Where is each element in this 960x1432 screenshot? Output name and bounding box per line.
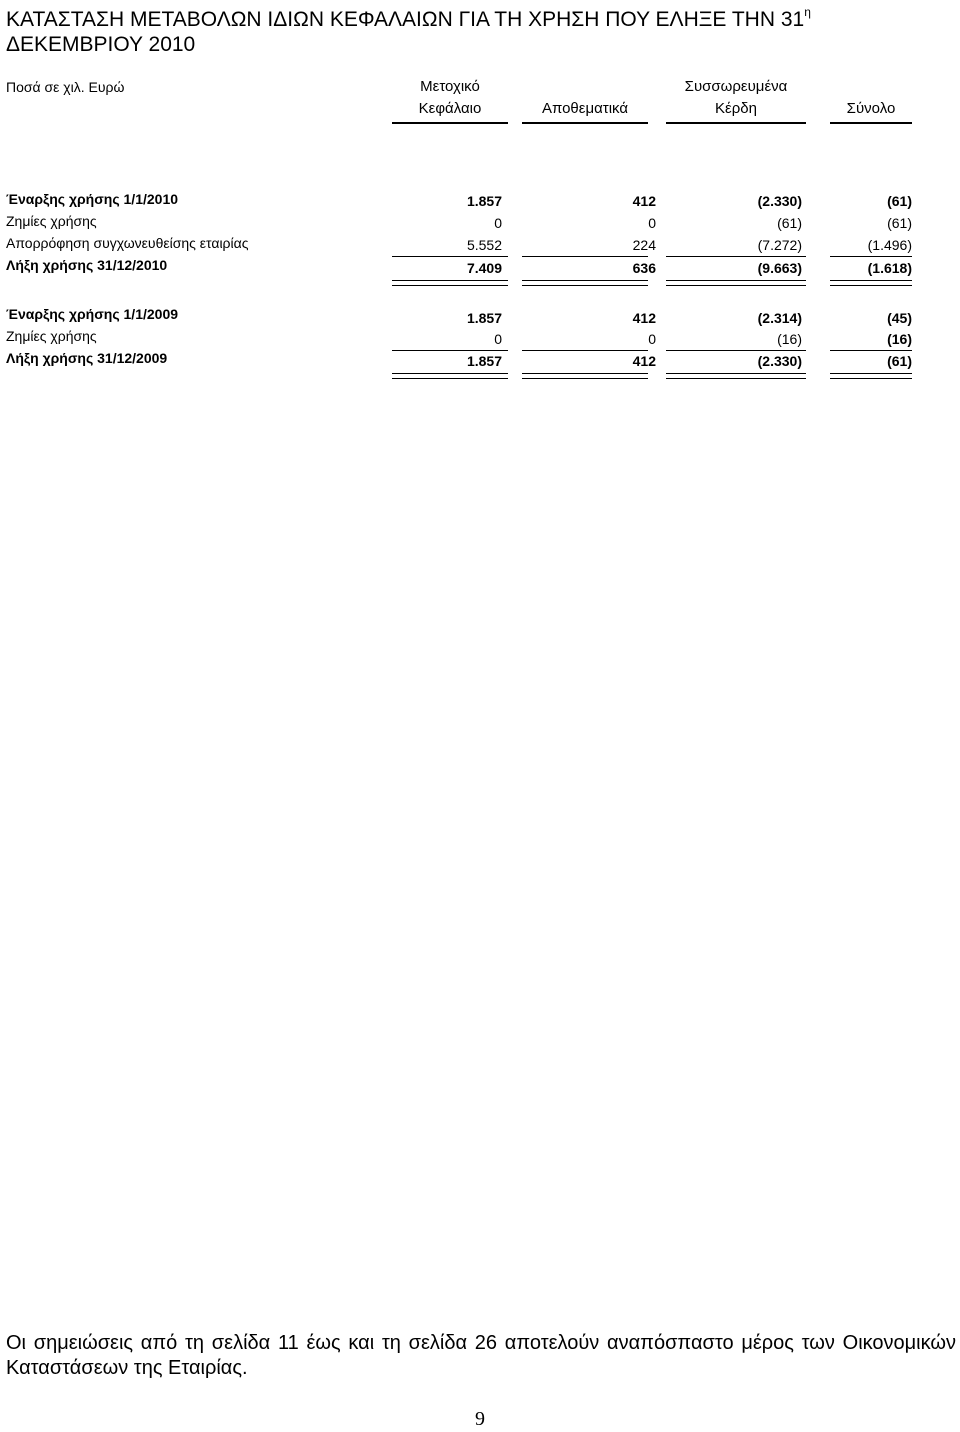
cell-retained: (61) (777, 215, 802, 231)
cell-capital: 0 (494, 331, 502, 347)
total-double-rule (392, 280, 508, 281)
total-double-rule (666, 285, 806, 286)
total-double-rule (522, 373, 648, 374)
cell-total: (61) (887, 215, 912, 231)
cell-total: (16) (887, 331, 912, 347)
cell-total: (61) (887, 193, 912, 209)
total-double-rule (830, 373, 912, 374)
cell-capital: 1.857 (466, 193, 502, 209)
cell-total: (45) (887, 310, 912, 326)
cell-reserves: 412 (632, 193, 656, 209)
total-double-rule (830, 378, 912, 379)
cell-total: (61) (887, 353, 912, 369)
col-header-retained-line2: Κέρδη (715, 100, 757, 117)
col-header-share-capital-line1: Μετοχικό (420, 78, 480, 95)
subtotal-rule (522, 350, 648, 351)
subtotal-rule (830, 256, 912, 257)
cell-reserves: 224 (632, 237, 656, 253)
subtotal-rule (522, 256, 648, 257)
header-underline (392, 122, 508, 124)
cell-retained: (9.663) (757, 260, 802, 276)
col-header-retained-earnings (666, 76, 806, 120)
cell-capital: 1.857 (466, 353, 502, 369)
units-label: Ποσά σε χιλ. Ευρώ (6, 79, 125, 95)
cell-capital: 5.552 (466, 237, 502, 253)
row-label: Απορρόφηση συγχωνευθείσης εταιρίας (6, 235, 249, 251)
total-double-rule (522, 378, 648, 379)
col-header-share-capital-line2: Κεφάλαιο (418, 100, 482, 117)
total-double-rule (830, 280, 912, 281)
cell-retained: (16) (777, 331, 802, 347)
cell-total: (1.496) (867, 237, 912, 253)
cell-retained: (7.272) (757, 237, 802, 253)
title-main: ΚΑΤΑΣΤΑΣΗ ΜΕΤΑΒΟΛΩΝ ΙΔΙΩΝ ΚΕΦΑΛΑΙΩΝ ΓΙΑ ΤΗ ΧΡΗΣΗ ΠΟΥ ΕΛΗΞΕ ΤΗΝ 31 (6, 8, 805, 31)
cell-reserves: 636 (632, 260, 656, 276)
total-double-rule (830, 285, 912, 286)
subtotal-rule (666, 256, 806, 257)
cell-reserves: 0 (648, 215, 656, 231)
cell-capital: 0 (494, 215, 502, 231)
header-underline (830, 122, 912, 124)
col-header-total: Σύνολο (846, 100, 896, 117)
subtotal-rule (392, 350, 508, 351)
header-underline (666, 122, 806, 124)
total-double-rule (666, 378, 806, 379)
col-header-retained-line1: Συσσωρευμένα (684, 78, 788, 95)
row-label: Έναρξης χρήσης 1/1/2010 (6, 191, 179, 207)
cell-reserves: 412 (632, 353, 656, 369)
cell-reserves: 412 (632, 310, 656, 326)
cell-reserves: 0 (648, 331, 656, 347)
total-double-rule (392, 378, 508, 379)
title-superscript: η (804, 5, 811, 19)
row-label: Λήξη χρήσης 31/12/2010 (6, 257, 168, 273)
subtotal-rule (392, 256, 508, 257)
row-label: Λήξη χρήσης 31/12/2009 (6, 350, 168, 366)
total-double-rule (392, 373, 508, 374)
cell-capital: 1.857 (466, 310, 502, 326)
row-label: Ζημίες χρήσης (6, 328, 97, 344)
row-label: Ζημίες χρήσης (6, 213, 97, 229)
cell-retained: (2.330) (757, 353, 802, 369)
total-double-rule (522, 280, 648, 281)
col-header-reserves: Αποθεματικά (541, 100, 629, 117)
total-double-rule (666, 280, 806, 281)
page-title (6, 2, 956, 57)
cell-capital: 7.409 (466, 260, 502, 276)
title-line-2: ΔΕΚΕΜΒΡΙΟΥ 2010 (6, 33, 196, 56)
col-header-share-capital (390, 76, 510, 120)
cell-total: (1.618) (867, 260, 912, 276)
row-label: Έναρξης χρήσης 1/1/2009 (6, 306, 179, 322)
subtotal-rule (666, 350, 806, 351)
total-double-rule (522, 285, 648, 286)
total-double-rule (666, 373, 806, 374)
subtotal-rule (830, 350, 912, 351)
cell-retained: (2.330) (757, 193, 802, 209)
cell-retained: (2.314) (757, 310, 802, 326)
footnote: Οι σημειώσεις από τη σελίδα 11 έως και τη σελίδα 26 αποτελούν αναπόσπαστο μέρος των Οικονομικών Καταστάσεων της Εταιρίας. (6, 1332, 956, 1379)
page-number: 9 (475, 1408, 485, 1430)
header-underline (522, 122, 648, 124)
total-double-rule (392, 285, 508, 286)
